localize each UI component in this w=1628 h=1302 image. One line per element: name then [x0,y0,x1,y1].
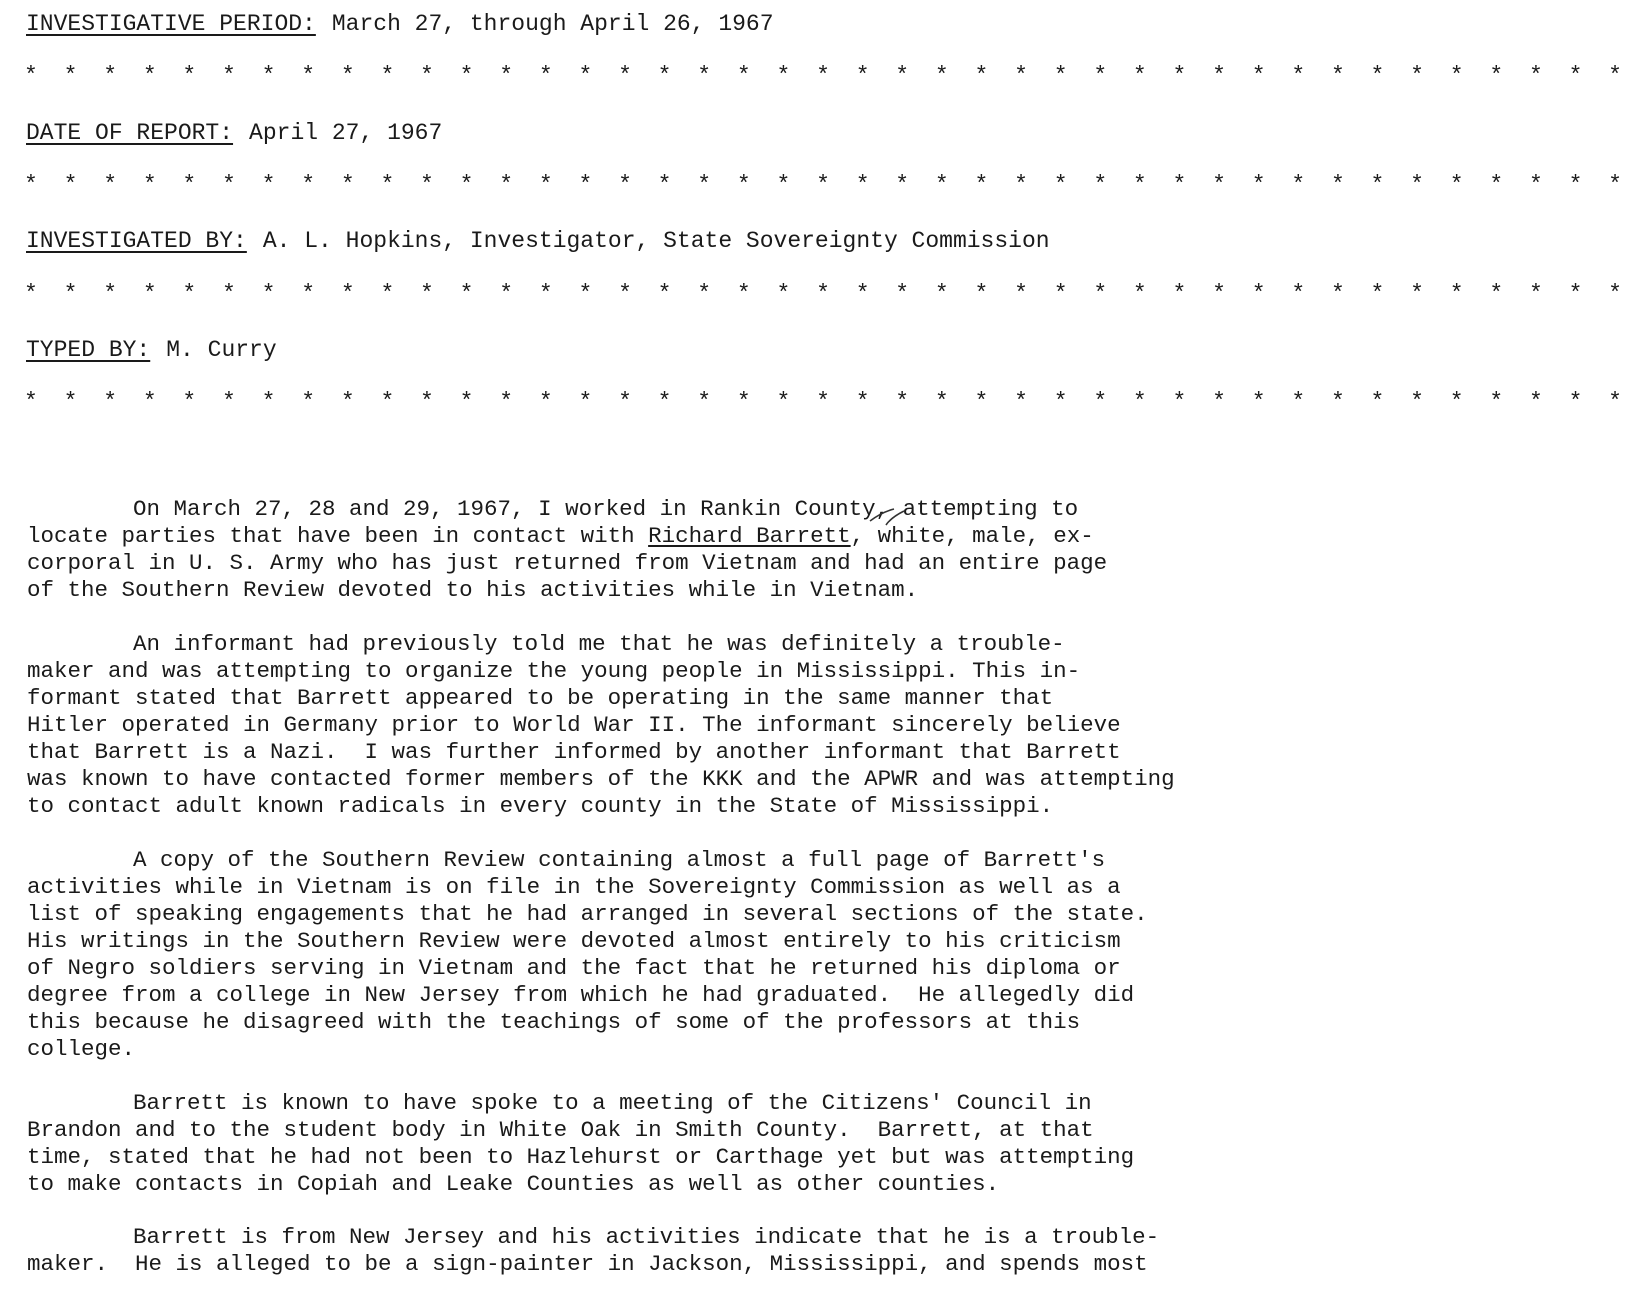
investigative-period-label: INVESTIGATIVE PERIOD: [26,11,316,37]
paragraph-line: activities while in Vietnam is on file in the Sovereignty Commission as well as a [27,874,1121,900]
typed-by-value: M. Curry [166,337,277,363]
paragraph-2 [27,631,1187,820]
paragraph-line: On March 27, 28 and 29, 1967, I worked in Rankin County, attempting to [133,496,1079,522]
paragraph-line: degree from a college in New Jersey from which he had graduated. He allegedly did [27,982,1135,1008]
paragraph-text: locate parties that have been in contact with [27,523,649,549]
paragraph-1 [27,496,1187,604]
paragraph-line: A copy of the Southern Review containing almost a full page of Barrett's [133,847,1106,873]
paragraph-line: maker and was attempting to organize the young people in Mississippi. This in- [27,658,1081,684]
paragraph-line: that Barrett is a Nazi. I was further informed by another informant that Barrett [27,739,1121,765]
paragraph-line: to make contacts in Copiah and Leake Counties as well as other counties. [27,1171,1000,1197]
separator-1: * * * * * * * * * * * * * * * * * * * * * * * * * * * * * * * * * * * * * * * * * [24,63,1628,89]
typed-by-label: TYPED BY: [26,337,151,363]
paragraph-line: corporal in U. S. Army who has just returned from Vietnam and had an entire page [27,550,1108,576]
investigated-by-field [26,227,1050,255]
paragraph-5 [27,1224,1187,1278]
handwritten-mark-icon [868,501,912,529]
paragraph-3 [27,847,1187,1063]
separator-3: * * * * * * * * * * * * * * * * * * * * * * * * * * * * * * * * * * * * * * * * * [24,281,1628,307]
paragraph-line: Brandon and to the student body in White Oak in Smith County. Barrett, at that [27,1117,1094,1143]
typed-by-field [26,336,277,364]
paragraph-line: of Negro soldiers serving in Vietnam and the fact that he returned his diploma or [27,955,1121,981]
paragraph-line: time, stated that he had not been to Hazlehurst or Carthage yet but was attempting [27,1144,1135,1170]
paragraph-line: Barrett is from New Jersey and his activities indicate that he is a trouble- [133,1224,1160,1250]
paragraph-line: this because he disagreed with the teachings of some of the professors at this [27,1009,1081,1035]
date-of-report-label: DATE OF REPORT: [26,120,234,146]
paragraph-line: An informant had previously told me that he was definitely a trouble- [133,631,1065,657]
paragraph-4 [27,1090,1187,1198]
investigative-period-value: March 27, through April 26, 1967 [331,11,774,37]
paragraph-line: was known to have contacted former members of the KKK and the APWR and was attempting [27,766,1175,792]
paragraph-line: His writings in the Southern Review were devoted almost entirely to his criticism [27,928,1121,954]
paragraph-line: of the Southern Review devoted to his activities while in Vietnam. [27,577,919,603]
paragraph-text: , white, male, ex- [850,523,1094,549]
investigated-by-value: A. L. Hopkins, Investigator, State Sovereignty Commission [262,228,1050,254]
separator-2: * * * * * * * * * * * * * * * * * * * * * * * * * * * * * * * * * * * * * * * * * [24,172,1628,198]
paragraph-line: maker. He is alleged to be a sign-painter in Jackson, Mississippi, and spends most [27,1251,1148,1277]
subject-name: Richard Barrett [648,523,851,549]
paragraph-line: Hitler operated in Germany prior to World War II. The informant sincerely believe [27,712,1121,738]
paragraph-line [27,523,1187,550]
paragraph-line: Barrett is known to have spoke to a meeting of the Citizens' Council in [133,1090,1092,1116]
investigated-by-label: INVESTIGATED BY: [26,228,247,254]
investigative-period-field [26,10,774,38]
paragraph-line: formant stated that Barrett appeared to be operating in the same manner that [27,685,1054,711]
paragraph-line: list of speaking engagements that he had arranged in several sections of the state. [27,901,1148,927]
date-of-report-field [26,119,442,147]
date-of-report-value: April 27, 1967 [249,120,443,146]
separator-4: * * * * * * * * * * * * * * * * * * * * * * * * * * * * * * * * * * * * * * * * * [24,389,1628,415]
paragraph-line: to contact adult known radicals in every county in the State of Mississippi. [27,793,1054,819]
paragraph-line: college. [27,1036,136,1062]
